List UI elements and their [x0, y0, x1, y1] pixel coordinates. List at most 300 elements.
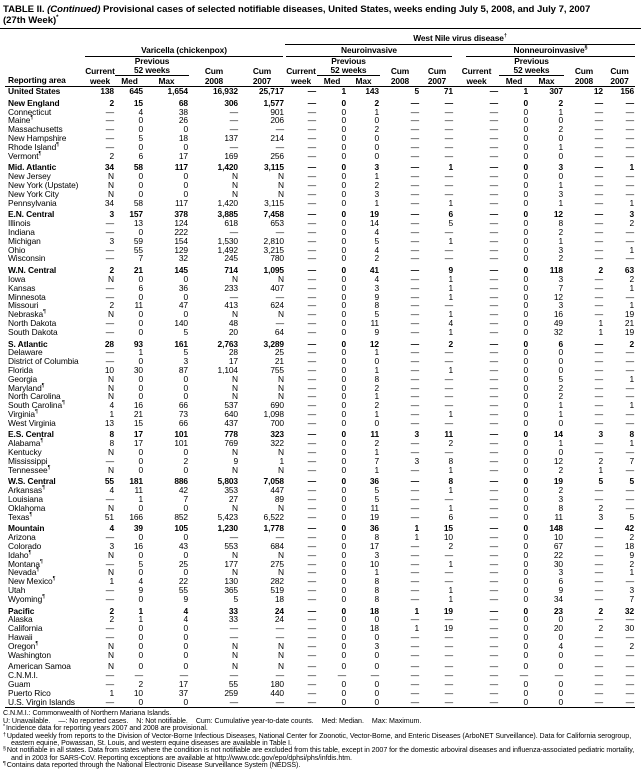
- value-cell: 0: [138, 188, 143, 199]
- value-cell: 1: [448, 282, 453, 293]
- value-cell: 645: [129, 86, 143, 96]
- value-cell: —: [307, 265, 316, 276]
- value-cell: N: [278, 273, 284, 284]
- value-cell: 0: [183, 382, 188, 393]
- value-cell: 5: [374, 494, 379, 505]
- value-cell: 129: [174, 244, 188, 255]
- value-cell: —: [489, 679, 498, 689]
- value-cell: 0: [558, 364, 563, 375]
- value-cell: 117: [174, 162, 188, 173]
- value-cell: —: [564, 698, 604, 708]
- value-cell: 1: [598, 464, 603, 475]
- value-cell: 0: [138, 464, 143, 475]
- value-cell: —: [594, 188, 603, 199]
- table-row: [5, 87, 635, 96]
- value-cell: 16: [553, 309, 563, 320]
- reporting-area-cell: Pennsylvania: [8, 197, 57, 208]
- value-cell: 0: [347, 698, 380, 708]
- value-cell: 0: [523, 253, 528, 264]
- value-cell: 3: [109, 541, 114, 552]
- value-cell: 0: [138, 623, 143, 634]
- value-cell: 5: [374, 309, 379, 320]
- value-cell: —: [410, 567, 419, 578]
- value-cell: —: [489, 447, 498, 458]
- value-cell: 0: [523, 244, 528, 255]
- value-cell: —: [594, 494, 603, 505]
- value-cell: —: [444, 124, 453, 135]
- value-cell: 3: [374, 640, 379, 651]
- value-cell: 41: [369, 265, 379, 276]
- value-cell: N: [278, 382, 284, 393]
- value-cell: —: [410, 687, 419, 698]
- value-cell: 0: [341, 209, 346, 220]
- value-cell: —: [275, 632, 284, 643]
- value-cell: —: [444, 244, 453, 255]
- value-cell: —: [594, 253, 603, 264]
- value-cell: N: [232, 549, 238, 560]
- reporting-area-cell: Arkansas¶: [8, 485, 45, 496]
- value-cell: —: [594, 408, 603, 419]
- value-cell: —: [410, 585, 419, 596]
- value-cell: —: [594, 558, 603, 569]
- value-cell: 1: [414, 523, 419, 534]
- value-cell: —: [105, 253, 114, 264]
- varicella-2007-label: 2007: [239, 76, 285, 87]
- value-cell: 755: [270, 364, 284, 375]
- value-cell: —: [410, 438, 419, 449]
- value-cell: 0: [341, 373, 346, 384]
- value-cell: —: [594, 417, 603, 428]
- value-cell: 0: [341, 485, 346, 496]
- value-cell: N: [278, 373, 284, 384]
- value-cell: —: [594, 171, 603, 182]
- value-cell: —: [625, 150, 635, 161]
- nonneuro-current-label: Current: [461, 65, 492, 76]
- value-cell: 34: [104, 162, 114, 173]
- value-cell: 0: [341, 132, 346, 143]
- value-cell: —: [410, 106, 419, 117]
- value-cell: 4: [183, 614, 188, 625]
- value-cell: —: [594, 670, 603, 681]
- value-cell: 11: [134, 300, 143, 311]
- value-cell: 0: [341, 226, 346, 237]
- value-cell: 20: [553, 623, 563, 634]
- value-cell: —: [594, 679, 603, 689]
- value-cell: —: [410, 679, 419, 689]
- value-cell: 28: [104, 338, 114, 349]
- reporting-area-cell: West Virginia: [8, 417, 56, 428]
- value-cell: —: [444, 171, 453, 182]
- value-cell: 24: [274, 614, 284, 625]
- value-cell: 1: [374, 347, 379, 358]
- value-cell: 0: [341, 400, 346, 411]
- value-cell: 87: [178, 364, 188, 375]
- value-cell: N: [278, 567, 284, 578]
- pilcrow-marker: ¶: [29, 511, 33, 518]
- value-cell: 0: [523, 141, 528, 152]
- table-row: [5, 254, 635, 263]
- value-cell: —: [625, 679, 635, 689]
- value-cell: N: [232, 661, 238, 672]
- value-cell: —: [239, 698, 285, 708]
- value-cell: 0: [523, 476, 528, 487]
- reporting-area-cell: Connecticut: [8, 106, 52, 117]
- table-row: [5, 577, 635, 586]
- value-cell: 0: [523, 511, 528, 522]
- reporting-area-cell: Tennessee¶: [8, 464, 51, 475]
- header-spacer-cell: [85, 32, 285, 45]
- value-cell: —: [307, 502, 316, 513]
- value-cell: —: [229, 141, 238, 152]
- value-cell: —: [454, 698, 499, 708]
- value-cell: 0: [341, 511, 346, 522]
- value-cell: 3: [558, 188, 563, 199]
- value-cell: —: [410, 356, 419, 367]
- value-cell: 0: [523, 171, 528, 182]
- value-cell: N: [232, 567, 238, 578]
- pilcrow-marker: ¶: [38, 150, 42, 157]
- value-cell: 19: [369, 209, 379, 220]
- value-cell: 9: [448, 265, 453, 276]
- value-cell: —: [444, 400, 453, 411]
- value-cell: 68: [178, 97, 188, 108]
- value-cell: 0: [558, 132, 563, 143]
- value-cell: 12: [553, 209, 563, 220]
- value-cell: N: [108, 464, 114, 475]
- reporting-area-cell: Utah: [8, 585, 26, 596]
- value-cell: 852: [174, 511, 188, 522]
- table-row: [5, 419, 635, 428]
- value-cell: 0: [183, 179, 188, 190]
- value-cell: N: [108, 447, 114, 458]
- value-cell: —: [594, 115, 603, 126]
- value-cell: 2: [374, 97, 379, 108]
- value-cell: 1: [374, 197, 379, 208]
- value-cell: —: [420, 698, 454, 708]
- value-cell: 537: [224, 400, 238, 411]
- value-cell: 0: [523, 408, 528, 419]
- value-cell: 0: [341, 179, 346, 190]
- value-cell: 21: [133, 265, 143, 276]
- value-cell: 690: [270, 400, 284, 411]
- reporting-area-header: Reporting area: [5, 32, 85, 87]
- value-cell: —: [410, 97, 419, 108]
- value-cell: 2: [374, 179, 379, 190]
- table-row: [5, 357, 635, 366]
- value-cell: —: [229, 291, 238, 302]
- value-cell: —: [307, 558, 316, 569]
- value-cell: —: [625, 226, 635, 237]
- value-cell: 0: [138, 326, 143, 337]
- value-cell: —: [594, 209, 603, 220]
- reporting-area-cell: Iowa: [8, 273, 26, 284]
- header-spacer-cell: [380, 57, 420, 65]
- value-cell: —: [229, 632, 238, 643]
- value-cell: N: [108, 179, 114, 190]
- value-cell: 5: [183, 326, 188, 337]
- pilcrow-marker: ¶: [28, 549, 32, 556]
- value-cell: —: [594, 687, 603, 698]
- value-cell: —: [229, 532, 238, 543]
- reporting-area-cell: S. Atlantic: [8, 338, 48, 349]
- value-cell: 1: [558, 141, 563, 152]
- neuro-max-label: Max: [347, 76, 380, 87]
- value-cell: 63: [624, 265, 635, 276]
- pilcrow-marker: ¶: [43, 309, 46, 316]
- value-cell: —: [275, 532, 284, 543]
- value-cell: —: [594, 356, 603, 367]
- value-cell: 618: [224, 218, 238, 229]
- value-cell: 5: [414, 86, 419, 96]
- value-cell: 3: [558, 273, 563, 284]
- value-cell: 145: [174, 265, 188, 276]
- value-cell: —: [489, 115, 498, 126]
- value-cell: 0: [523, 485, 528, 496]
- value-cell: —: [489, 523, 498, 534]
- footnote-marker: §: [3, 746, 6, 753]
- value-cell: 447: [270, 485, 284, 496]
- value-cell: —: [444, 640, 453, 651]
- value-cell: —: [625, 356, 635, 367]
- legend-item: Max: Maximum.: [371, 716, 422, 725]
- value-cell: —: [444, 141, 453, 152]
- value-cell: —: [489, 391, 498, 402]
- value-cell: 89: [274, 494, 284, 505]
- value-cell: 0: [183, 141, 188, 152]
- table-row: [5, 275, 635, 284]
- value-cell: 0: [341, 476, 346, 487]
- value-cell: 10: [369, 558, 379, 569]
- value-cell: 0: [341, 679, 346, 689]
- value-cell: 16: [133, 541, 143, 552]
- value-cell: 30: [553, 558, 563, 569]
- value-cell: —: [307, 291, 316, 302]
- nonneuro-cum-label: Cum: [574, 65, 594, 76]
- value-cell: —: [444, 150, 453, 161]
- value-cell: 118: [549, 265, 563, 276]
- value-cell: 143: [365, 86, 379, 96]
- value-cell: 233: [224, 282, 238, 293]
- value-cell: 5: [183, 347, 188, 358]
- value-cell: 2: [558, 253, 563, 264]
- value-cell: —: [594, 541, 603, 552]
- value-cell: 0: [523, 549, 528, 560]
- neuro-52weeks-label: 52 weeks: [317, 65, 380, 76]
- table-row: [5, 671, 635, 680]
- value-cell: 0: [523, 605, 528, 616]
- value-cell: 0: [523, 124, 528, 135]
- value-cell: 25,717: [258, 86, 284, 96]
- value-cell: 1: [374, 391, 379, 402]
- value-cell: 0: [523, 265, 528, 276]
- reporting-area-cell: Alaska: [8, 614, 33, 625]
- reporting-area-cell: U.S. Virgin Islands: [5, 698, 85, 708]
- value-cell: 32: [553, 326, 563, 337]
- value-cell: 0: [341, 649, 346, 660]
- value-cell: —: [594, 273, 603, 284]
- value-cell: 5: [558, 373, 563, 384]
- value-cell: 0: [523, 576, 528, 587]
- value-cell: 2: [183, 455, 188, 466]
- reporting-area-cell: Mid. Atlantic: [8, 162, 57, 173]
- value-cell: —: [594, 132, 603, 143]
- value-cell: —: [410, 197, 419, 208]
- value-cell: 2: [138, 679, 143, 689]
- neuro-2008-label: 2008: [380, 76, 420, 87]
- value-cell: —: [594, 567, 603, 578]
- value-cell: 3: [558, 162, 563, 173]
- value-cell: 17: [133, 429, 143, 440]
- reporting-area-cell: Wyoming¶: [8, 593, 45, 604]
- value-cell: —: [105, 124, 114, 135]
- value-cell: —: [307, 593, 316, 604]
- value-cell: 7: [629, 593, 635, 604]
- value-cell: 3: [414, 455, 419, 466]
- header-spacer-cell: [420, 57, 454, 65]
- value-cell: N: [108, 640, 114, 651]
- value-cell: —: [594, 614, 603, 625]
- value-cell: —: [275, 670, 284, 681]
- table-row: [5, 375, 635, 384]
- value-cell: 1: [448, 593, 453, 604]
- value-cell: 0: [341, 558, 346, 569]
- value-cell: 1: [598, 326, 603, 337]
- value-cell: 1: [448, 364, 453, 375]
- value-cell: —: [489, 150, 498, 161]
- value-cell: 0: [523, 309, 528, 320]
- value-cell: —: [489, 300, 498, 311]
- value-cell: —: [489, 97, 498, 108]
- value-cell: N: [278, 502, 284, 513]
- value-cell: 0: [138, 661, 143, 672]
- table-row: [5, 477, 635, 486]
- value-cell: —: [307, 364, 316, 375]
- value-cell: 0: [523, 455, 528, 466]
- value-cell: 1: [448, 558, 453, 569]
- value-cell: 0: [558, 649, 563, 660]
- value-cell: 2: [374, 438, 379, 449]
- value-cell: 1: [414, 623, 419, 634]
- value-cell: —: [179, 670, 188, 681]
- value-cell: —: [625, 670, 635, 681]
- reporting-area-cell: C.N.M.I.: [8, 670, 38, 681]
- value-cell: —: [189, 698, 239, 708]
- value-cell: 0: [138, 532, 143, 543]
- neuro-cum-label: Cum: [427, 65, 447, 76]
- pilcrow-marker: ¶: [47, 464, 51, 471]
- value-cell: 3: [374, 282, 379, 293]
- value-cell: 5: [138, 558, 143, 569]
- table-row: [5, 586, 635, 595]
- value-cell: 1: [558, 438, 563, 449]
- value-cell: 105: [174, 523, 188, 534]
- value-cell: 2: [558, 464, 563, 475]
- value-cell: 3,115: [264, 197, 284, 208]
- value-cell: —: [307, 391, 316, 402]
- value-cell: —: [410, 494, 419, 505]
- value-cell: 0: [523, 291, 528, 302]
- value-cell: —: [594, 309, 603, 320]
- value-cell: —: [625, 502, 635, 513]
- value-cell: —: [489, 438, 498, 449]
- value-cell: —: [444, 356, 453, 367]
- value-cell: 9: [233, 455, 238, 466]
- value-cell: 0: [523, 649, 528, 660]
- reporting-area-cell: District of Columbia: [8, 356, 79, 367]
- value-cell: —: [410, 171, 419, 182]
- value-cell: —: [105, 244, 114, 255]
- value-cell: 3: [558, 567, 563, 578]
- value-cell: 0: [523, 317, 528, 328]
- neuro-week-label: week: [285, 76, 317, 87]
- value-cell: 0: [523, 179, 528, 190]
- value-cell: 49: [553, 317, 563, 328]
- legend-item: —: No reported cases.: [58, 716, 129, 725]
- reporting-area-cell: Ohio: [8, 244, 26, 255]
- table-row: [5, 633, 635, 642]
- value-cell: —: [489, 605, 498, 616]
- value-cell: 0: [183, 532, 188, 543]
- value-cell: 1: [558, 197, 563, 208]
- value-cell: —: [489, 226, 498, 237]
- header-spacer-cell: [604, 57, 635, 65]
- reporting-area-cell: Guam: [8, 679, 31, 689]
- value-cell: 0: [523, 464, 528, 475]
- value-cell: 0: [523, 632, 528, 643]
- value-cell: —: [307, 549, 316, 560]
- value-cell: 440: [270, 687, 284, 698]
- value-cell: 0: [523, 364, 528, 375]
- value-cell: 14: [369, 218, 379, 229]
- value-cell: —: [229, 124, 238, 135]
- value-cell: 1,420: [217, 162, 238, 173]
- value-cell: 8: [558, 218, 563, 229]
- value-cell: —: [105, 218, 114, 229]
- value-cell: N: [278, 649, 284, 660]
- value-cell: —: [489, 282, 498, 293]
- value-cell: N: [278, 391, 284, 402]
- value-cell: —: [444, 679, 453, 689]
- value-cell: —: [410, 408, 419, 419]
- value-cell: 0: [138, 171, 143, 182]
- value-cell: 4: [138, 106, 143, 117]
- value-cell: —: [410, 373, 419, 384]
- value-cell: 39: [133, 523, 143, 534]
- value-cell: —: [489, 614, 498, 625]
- value-cell: 11: [370, 502, 379, 513]
- value-cell: 7: [558, 282, 563, 293]
- value-cell: 1: [374, 567, 379, 578]
- value-cell: 25: [274, 347, 284, 358]
- value-cell: 1: [138, 605, 143, 616]
- value-cell: 0: [183, 464, 188, 475]
- value-cell: N: [108, 382, 114, 393]
- value-cell: —: [489, 253, 498, 264]
- value-cell: —: [410, 593, 419, 604]
- value-cell: 0: [523, 209, 528, 220]
- reporting-area-cell: Pacific: [8, 605, 35, 616]
- value-cell: 43: [178, 541, 188, 552]
- value-cell: 0: [138, 124, 143, 135]
- value-cell: —: [594, 226, 603, 237]
- footnotes-block: [0, 708, 641, 769]
- value-cell: —: [105, 106, 114, 117]
- pilcrow-marker: ¶: [42, 485, 45, 492]
- value-cell: 11: [134, 485, 143, 496]
- value-cell: —: [625, 417, 635, 428]
- value-cell: 0: [341, 124, 346, 135]
- table-row: [5, 430, 635, 439]
